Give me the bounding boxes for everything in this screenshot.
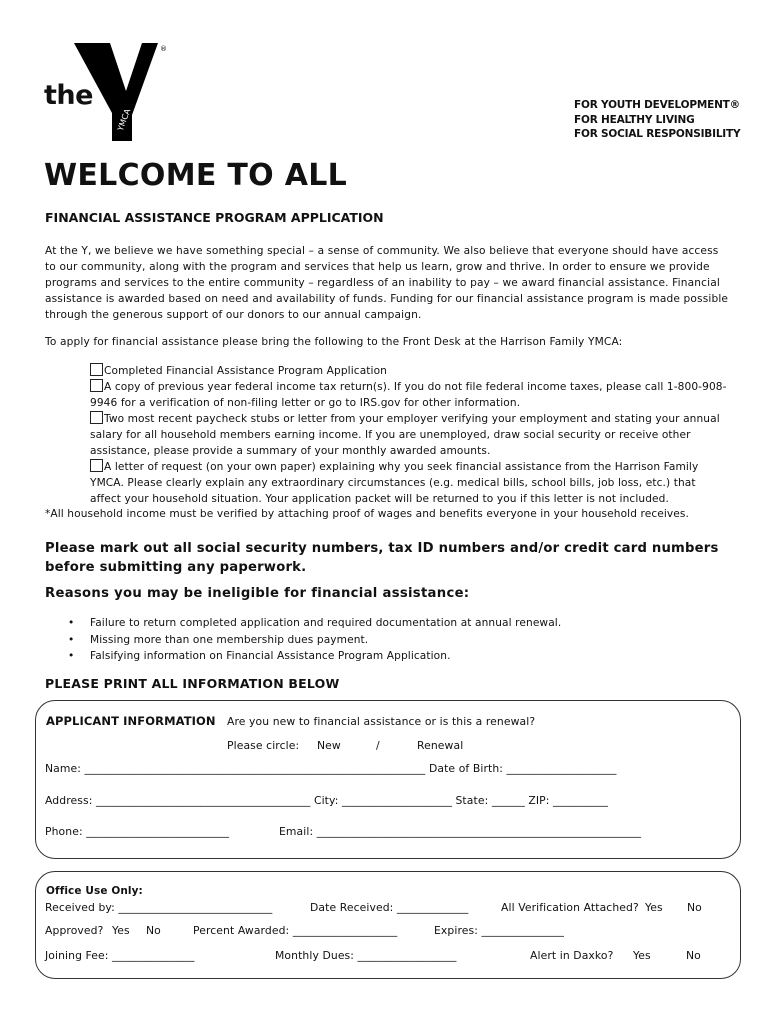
checkbox[interactable] <box>90 459 103 472</box>
address-field[interactable]: Address: _______________________________________ City: ____________________ State: ______ ZIP: __________ <box>45 794 609 807</box>
apply-instructions: To apply for financial assistance please bring the following to the Front Desk at the Harrison Family YMCA: <box>45 336 623 348</box>
ymca-logo-icon <box>74 43 174 143</box>
privacy-warning: Please mark out all social security numbers, tax ID numbers and/or credit card numbers before submitting any paperwork. <box>45 541 719 575</box>
checklist-item: A letter of request (on your own paper) explaining why you seek financial assistance from the Harrison Family YMCA. Please clearly explain any extraordinary circumstances (e.g. medical bills, school bills, job loss, etc.) that affect your household situation. Your application packet will be returned to you if this letter is not included. <box>90 461 699 505</box>
option-renewal[interactable]: Renewal <box>417 739 464 752</box>
verification-yes[interactable]: Yes <box>645 901 663 914</box>
monthly-dues-field[interactable]: Monthly Dues: __________________ <box>275 949 457 962</box>
logo-mark-text: YMCA <box>115 107 133 133</box>
tagline <box>574 98 740 142</box>
reasons-list <box>68 615 561 665</box>
list-item: • Falsifying information on Financial Assistance Program Application. <box>68 648 561 665</box>
tagline-line: FOR YOUTH DEVELOPMENT® <box>574 99 740 111</box>
renewal-question: Are you new to financial assistance or is this a renewal? <box>227 715 536 728</box>
date-received-field[interactable]: Date Received: _____________ <box>310 901 469 914</box>
checkbox[interactable] <box>90 411 103 424</box>
approved-yes[interactable]: Yes <box>112 924 130 937</box>
income-note: *All household income must be verified by attaching proof of wages and benefits everyone in your household receives. <box>45 508 689 520</box>
joining-fee-field[interactable]: Joining Fee: _______________ <box>45 949 195 962</box>
verification-no[interactable]: No <box>687 901 702 914</box>
logo-word: the <box>44 80 93 111</box>
registered-mark: ® <box>160 45 167 53</box>
verification-label: All Verification Attached? <box>501 901 639 914</box>
list-item: • Failure to return completed application and required documentation at annual renewal. <box>68 615 561 632</box>
approved-no[interactable]: No <box>146 924 161 937</box>
page-subtitle: FINANCIAL ASSISTANCE PROGRAM APPLICATION <box>45 210 384 225</box>
print-heading: PLEASE PRINT ALL INFORMATION BELOW <box>45 676 340 691</box>
intro-paragraph: At the Y, we believe we have something special – a sense of community. We also believe that everyone should have access to our community, along with the program and services that help us learn, grow and thrive. In order to ensure we provide programs and services to the entire community – regardless of an inability to pay – we award financial assistance. Financial assistance is awarded based on need and availability of funds. Funding for our financial assistance program is made possible through the generous support of our donors to our annual campaign. <box>45 245 729 321</box>
list-item: • Missing more than one membership dues payment. <box>68 632 561 649</box>
checklist-item: A copy of previous year federal income tax return(s). If you do not file federal income taxes, please call 1-800-908-9946 for a verification of non-filing letter or go to IRS.gov for other information. <box>90 381 727 409</box>
option-separator: / <box>376 739 380 752</box>
bullet: • <box>68 617 75 629</box>
checklist-item: Completed Financial Assistance Program Application <box>90 363 730 379</box>
tagline-line: FOR SOCIAL RESPONSIBILITY <box>574 128 741 140</box>
checkbox[interactable] <box>90 363 103 376</box>
daxko-alert-label: Alert in Daxko? <box>530 949 614 962</box>
checkbox[interactable] <box>90 379 103 392</box>
tagline-line: FOR HEALTHY LIVING <box>574 113 695 126</box>
page-title: WELCOME TO ALL <box>44 158 348 193</box>
percent-awarded-field[interactable]: Percent Awarded: ___________________ <box>193 924 398 937</box>
circle-label: Please circle: <box>227 739 300 752</box>
checklist-item: Two most recent paycheck stubs or letter from your employer verifying your employment and stating your annual salary for all household members earning income. If you are unemployed, draw social security or receive other assistance, please provide a summary of your monthly awarded amounts. <box>90 413 720 457</box>
daxko-yes[interactable]: Yes <box>633 949 651 962</box>
phone-field[interactable]: Phone: __________________________ <box>45 825 230 838</box>
applicant-heading: APPLICANT INFORMATION <box>46 714 216 728</box>
daxko-no[interactable]: No <box>686 949 701 962</box>
bullet: • <box>68 633 75 646</box>
reasons-heading: Reasons you may be ineligible for financial assistance: <box>45 586 470 601</box>
name-dob-field[interactable]: Name: ______________________________________________________________ Date of Birth: ____________________ <box>45 762 617 775</box>
approved-label: Approved? <box>45 924 104 937</box>
bullet: • <box>68 650 75 662</box>
email-field[interactable]: Email: ___________________________________________________________ <box>279 825 642 838</box>
expires-field[interactable]: Expires: _______________ <box>434 924 564 937</box>
received-by-field[interactable]: Received by: ____________________________ <box>45 901 273 914</box>
office-heading: Office Use Only: <box>46 885 143 897</box>
option-new[interactable]: New <box>317 739 341 752</box>
checklist <box>90 363 730 507</box>
